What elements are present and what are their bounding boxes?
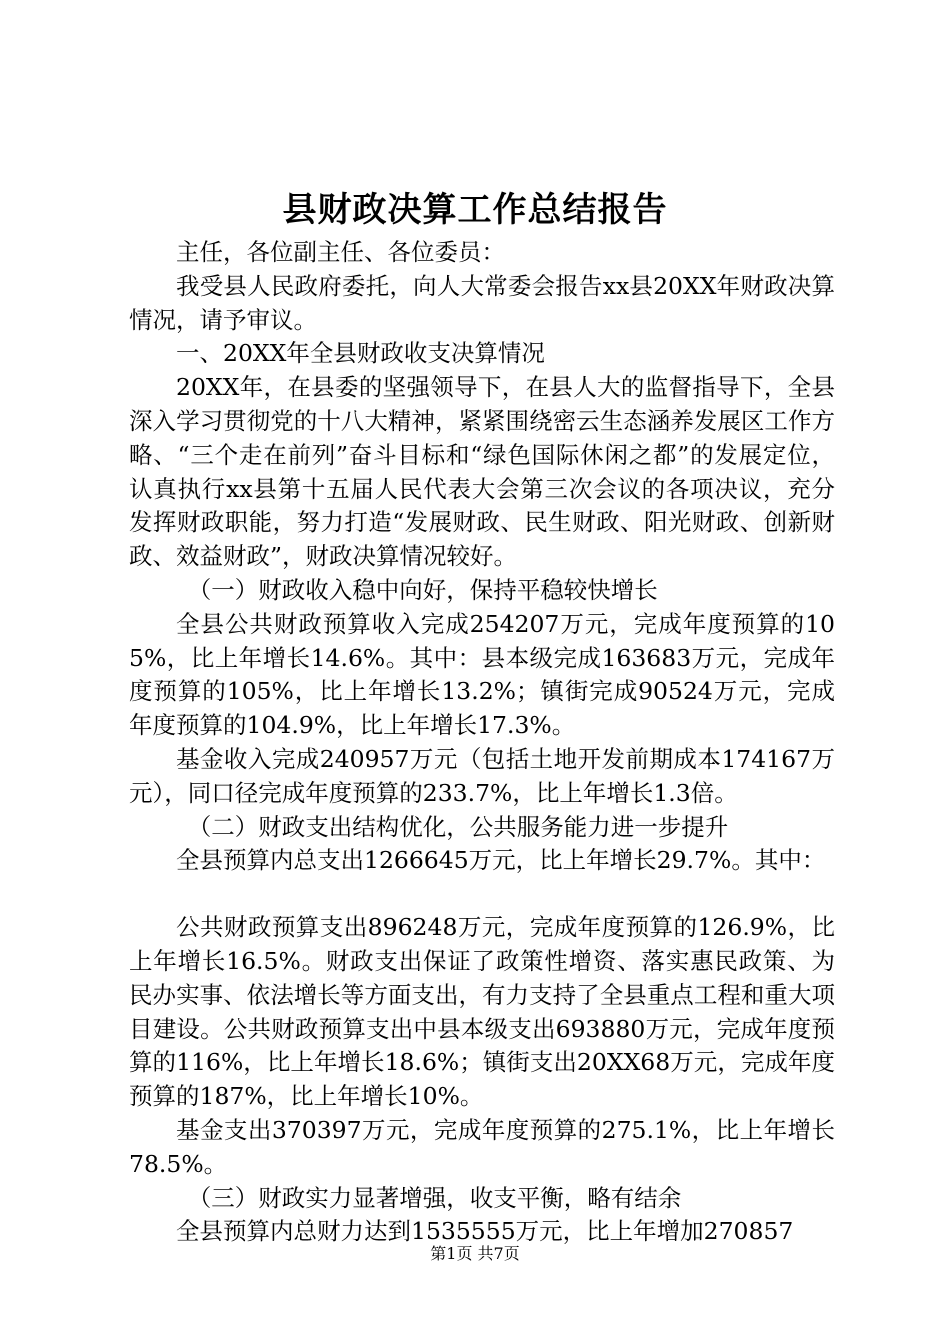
subsection-heading-1: （一）财政收入稳中向好，保持平稳较快增长 — [187, 575, 658, 604]
salutation: 主任，各位副主任、各位委员： — [176, 238, 505, 266]
paragraph-total-resources: 全县预算内总财力达到1535555万元，比上年增加270857 — [176, 1217, 794, 1246]
paragraph-revenue: 全县公共财政预算收入完成254207万元，完成年度预算的105%，比上年增长14.6%。其中：县本级完成163683万元，完成年度预算的105%，比上年增长13.2%；镇街完成90524万元，完成年度预算的104.9%，比上年增长17.3%。 — [129, 609, 835, 740]
paragraph-intro: 我受县人民政府委托，向人大常委会报告xx县20XX年财政决算情况，请予审议。 — [129, 271, 835, 334]
section-heading-1: 一、20XX年全县财政收支决算情况 — [176, 339, 545, 368]
document-body — [129, 236, 835, 1249]
subsection-heading-3: （三）财政实力显著增强，收支平衡，略有结余 — [187, 1183, 682, 1212]
page-number-footer: 第1页 共7页 — [430, 1244, 520, 1263]
subsection-heading-2: （二）财政支出结构优化，公共服务能力进一步提升 — [187, 812, 729, 841]
paragraph-fund-revenue: 基金收入完成240957万元（包括土地开发前期成本174167万元），同口径完成年度预算的233.7%，比上年增长1.3倍。 — [129, 744, 835, 807]
paragraph-total-expenditure: 全县预算内总支出1266645万元，比上年增长29.7%。其中： — [176, 846, 826, 875]
paragraph-public-expenditure: 公共财政预算支出896248万元，完成年度预算的126.9%，比上年增长16.5%。财政支出保证了政策性增资、落实惠民政策、为民办实事、依法增长等方面支出，有力支持了全县重点工程和重大项目建设。公共财政预算支出中县本级支出693880万元，完成年度预算的116%，比上年增长18.6%；镇街支出20XX68万元，完成年度预算的187%，比上年增长10%。 — [129, 913, 835, 1111]
document-title: 县财政决算工作总结报告 — [282, 190, 668, 230]
paragraph-overview: 20XX年，在县委的坚强领导下，在县人大的监督指导下，全县深入学习贯彻党的十八大精神，紧紧围绕密云生态涵养发展区工作方略、“三个走在前列”奋斗目标和“绿色国际休闲之都”的发展定位，认真执行xx县第十五届人民代表大会第三次会议的各项决议，充分发挥财政职能，努力打造“发展财政、民生财政、阳光财政、创新财政、效益财政”，财政决算情况较好。 — [129, 373, 835, 571]
paragraph-fund-expenditure: 基金支出370397万元，完成年度预算的275.1%，比上年增长78.5%。 — [129, 1115, 835, 1178]
